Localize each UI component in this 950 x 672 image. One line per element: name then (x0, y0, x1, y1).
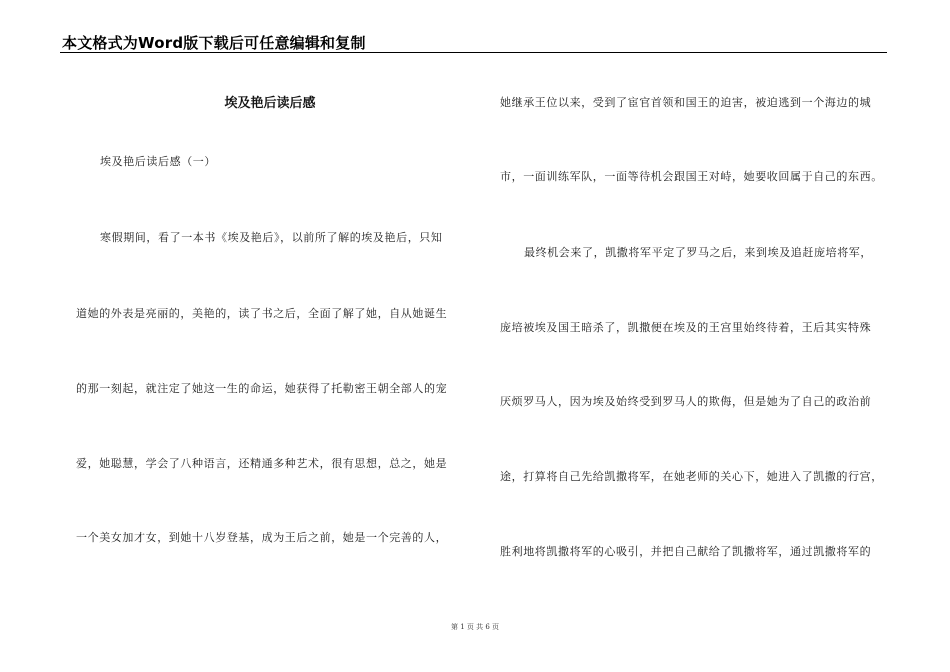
right-line-3: 最终机会来了，凯撒将军平定了罗马之后，来到埃及追赶庞培将军， (524, 246, 872, 259)
left-line-4: 的那一刻起，就注定了她这一生的命运，她获得了托勒密王朝全部人的宠 (76, 382, 448, 395)
page-number: 第 1 页 共 6 页 (450, 623, 500, 631)
header-divider (60, 52, 887, 53)
left-line-3: 道她的外表是亮丽的，美艳的，读了书之后，全面了解了她，自从她诞生 (76, 307, 448, 320)
right-line-5: 厌烦罗马人，因为埃及始终受到罗马人的欺侮，但是她为了自己的政治前 (500, 395, 872, 408)
right-line-2: 市，一面训练军队，一面等待机会跟国王对峙，她要收回属于自己的东西。 (500, 170, 883, 183)
left-line-1: 埃及艳后读后感（一） (100, 155, 216, 168)
left-line-5: 爱，她聪慧，学会了八种语言，还精通多种艺术，很有思想，总之，她是 (76, 457, 448, 470)
right-line-6: 途，打算将自己先给凯撒将军，在她老师的关心下，她进入了凯撒的行宫， (500, 470, 883, 483)
left-line-6: 一个美女加才女，到她十八岁登基，成为王后之前，她是一个完善的人， (76, 531, 448, 544)
right-line-7: 胜利地将凯撒将军的心吸引，并把自己献给了凯撒将军，通过凯撒将军的 (500, 545, 872, 558)
right-line-4: 庞培被埃及国王暗杀了，凯撒便在埃及的王宫里始终待着，王后其实特殊 (500, 321, 872, 334)
left-line-2: 寒假期间，看了一本书《埃及艳后》，以前所了解的埃及艳后，只知 (100, 231, 443, 244)
page-header-text: 本文格式为Word版下载后可任意编辑和复制 (62, 34, 366, 52)
right-line-1: 她继承王位以来，受到了宦官首领和国王的迫害，被迫逃到一个海边的城 (500, 96, 872, 109)
document-title: 埃及艳后读后感 (224, 96, 316, 111)
